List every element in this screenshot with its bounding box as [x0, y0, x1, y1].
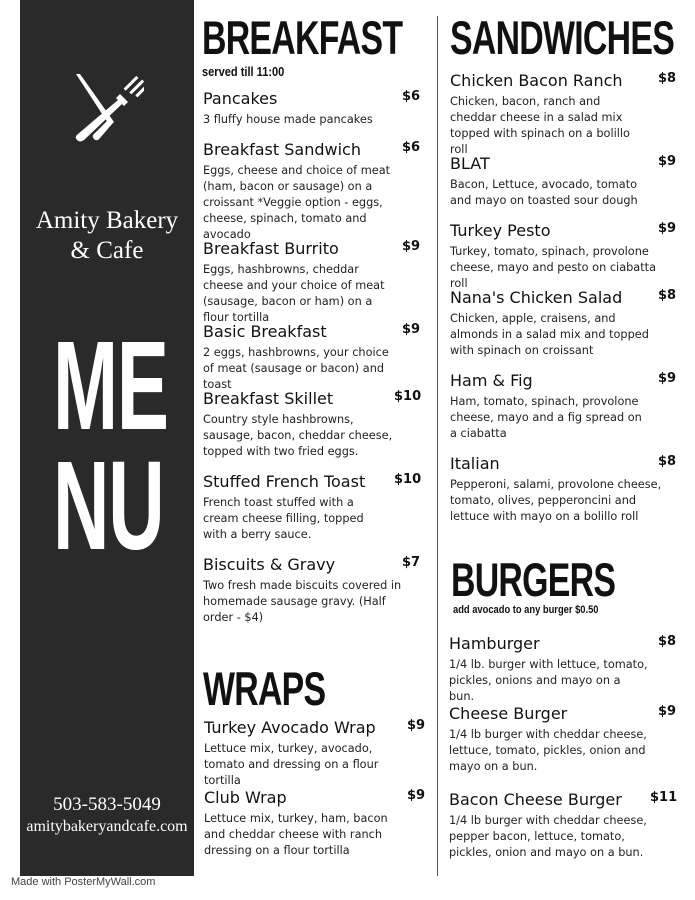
item-description: 1/4 lb. burger with lettuce, tomato, pickles, onions and mayo on a bun.: [449, 658, 648, 703]
item-name: Hamburger: [449, 634, 540, 653]
sandwiches-heading: SANDWICHES: [450, 11, 675, 64]
item-description: Lettuce mix, turkey, ham, bacon and cheddar cheese with ranch dressing on a flour tortilla: [204, 812, 388, 857]
item-description: Eggs, hashbrowns, cheddar cheese and your choice of meat (sausage, bacon or ham) on a flour tortilla: [203, 263, 385, 324]
item-name: Cheese Burger: [449, 704, 568, 723]
item-description: Turkey, tomato, spinach, provolone cheese, mayo and pesto on ciabatta roll: [450, 245, 656, 290]
item-name: Breakfast Sandwich: [203, 140, 361, 159]
item-description: Eggs, cheese and choice of meat (ham, bacon or sausage) on a croissant *Veggie option - eggs, cheese, spinach, tomato and avocado: [203, 164, 391, 241]
menu-item: [449, 634, 675, 705]
menu-item: [203, 322, 421, 393]
burgers-subtitle: add avocado to any burger $0.50: [453, 604, 599, 616]
item-description: Chicken, apple, craisens, and almonds in a salad mix and topped with spinach on croissant: [450, 312, 649, 357]
item-name: Ham & Fig: [450, 371, 533, 390]
breakfast-heading: BREAKFAST: [202, 11, 403, 64]
item-price: $9: [658, 221, 677, 236]
sidebar: [20, 0, 194, 876]
item-name: Italian: [450, 454, 500, 473]
item-price: $10: [394, 389, 422, 404]
menu-word-line2: NU: [53, 435, 164, 576]
item-price: $11: [650, 790, 678, 805]
item-price: $8: [658, 454, 677, 469]
item-description: Lettuce mix, turkey, avocado, tomato and dressing on a flour tortilla: [204, 742, 379, 787]
item-price: $10: [394, 472, 422, 487]
menu-item: [203, 239, 421, 326]
menu-item: [450, 371, 675, 442]
item-price: $9: [658, 154, 677, 169]
item-description: 1/4 lb burger with cheddar cheese, pepper bacon, lettuce, tomato, pickles, onion and mayo on a bun.: [449, 814, 647, 859]
column-divider: [437, 16, 438, 876]
item-description: Ham, tomato, spinach, provolone cheese, mayo and a fig spread on a ciabatta: [450, 395, 642, 440]
menu-item: [203, 389, 422, 460]
item-description: Pepperoni, salami, provolone cheese, tomato, olives, pepperoncini and lettuce with mayo on a bolillo roll: [450, 478, 662, 523]
item-name: Breakfast Skillet: [203, 389, 334, 408]
item-name: Basic Breakfast: [203, 322, 327, 341]
item-description: Bacon, Lettuce, avocado, tomato and mayo on toasted sour dough: [450, 178, 638, 207]
credit-link[interactable]: Made with PosterMyWall.com: [11, 876, 156, 888]
menu-item: [449, 704, 675, 775]
item-name: Turkey Pesto: [450, 221, 551, 240]
menu-item: [204, 788, 424, 859]
menu-item: [450, 454, 675, 525]
item-name: BLAT: [450, 154, 490, 173]
item-description: French toast stuffed with a cream cheese filling, topped with a berry sauce.: [203, 496, 364, 541]
menu-item: [203, 89, 421, 128]
item-price: $9: [658, 704, 677, 719]
item-description: 3 fluffy house made pancakes: [203, 113, 373, 126]
item-price: $8: [658, 634, 677, 649]
menu-item: [204, 718, 424, 789]
breakfast-subtitle: served till 11:00: [202, 64, 285, 79]
menu-word-line1: ME: [53, 315, 168, 456]
item-name: Turkey Avocado Wrap: [204, 718, 376, 737]
fork-and-knife-icon: [70, 70, 144, 144]
item-price: $9: [402, 239, 421, 254]
item-price: $9: [407, 788, 426, 803]
item-price: $6: [402, 89, 421, 104]
item-description: Chicken, bacon, ranch and cheddar cheese in a salad mix topped with spinach on a bolillo roll: [450, 95, 630, 156]
menu-item: [450, 71, 675, 158]
item-price: $7: [402, 555, 421, 570]
menu-item: [203, 555, 421, 626]
menu-item: [450, 154, 675, 209]
item-price: $8: [658, 288, 677, 303]
item-price: $9: [658, 371, 677, 386]
burgers-heading: BURGERS: [451, 553, 616, 606]
item-name: Breakfast Burrito: [203, 239, 339, 258]
item-description: 2 eggs, hashbrowns, your choice of meat (sausage or bacon) and toast: [203, 346, 389, 391]
item-description: Two fresh made biscuits covered in homemade sausage gravy. (Half order - $4): [203, 579, 402, 624]
phone-number: 503-583-5049: [53, 794, 161, 815]
business-name-line2: & Cafe: [70, 237, 144, 264]
menu-item: [203, 472, 422, 543]
item-description: 1/4 lb burger with cheddar cheese, lettuce, tomato, pickles, onion and mayo on a bun.: [449, 728, 647, 773]
item-price: $9: [402, 322, 421, 337]
website: amitybakeryandcafe.com: [26, 818, 188, 835]
item-price: $6: [402, 140, 421, 155]
item-name: Pancakes: [203, 89, 278, 108]
item-price: $8: [658, 71, 677, 86]
item-name: Club Wrap: [204, 788, 287, 807]
menu-item: [450, 221, 675, 292]
item-name: Chicken Bacon Ranch: [450, 71, 623, 90]
menu-item: [450, 288, 675, 359]
item-name: Biscuits & Gravy: [203, 555, 336, 574]
business-name-line1: Amity Bakery: [35, 207, 179, 234]
menu-item: [449, 790, 678, 861]
item-price: $9: [407, 718, 426, 733]
item-name: Bacon Cheese Burger: [449, 790, 622, 809]
wraps-heading: WRAPS: [203, 662, 326, 715]
item-name: Nana's Chicken Salad: [450, 288, 623, 307]
item-description: Country style hashbrowns, sausage, bacon, cheddar cheese, topped with two fried eggs.: [203, 413, 393, 458]
menu-item: [203, 140, 421, 243]
item-name: Stuffed French Toast: [203, 472, 366, 491]
